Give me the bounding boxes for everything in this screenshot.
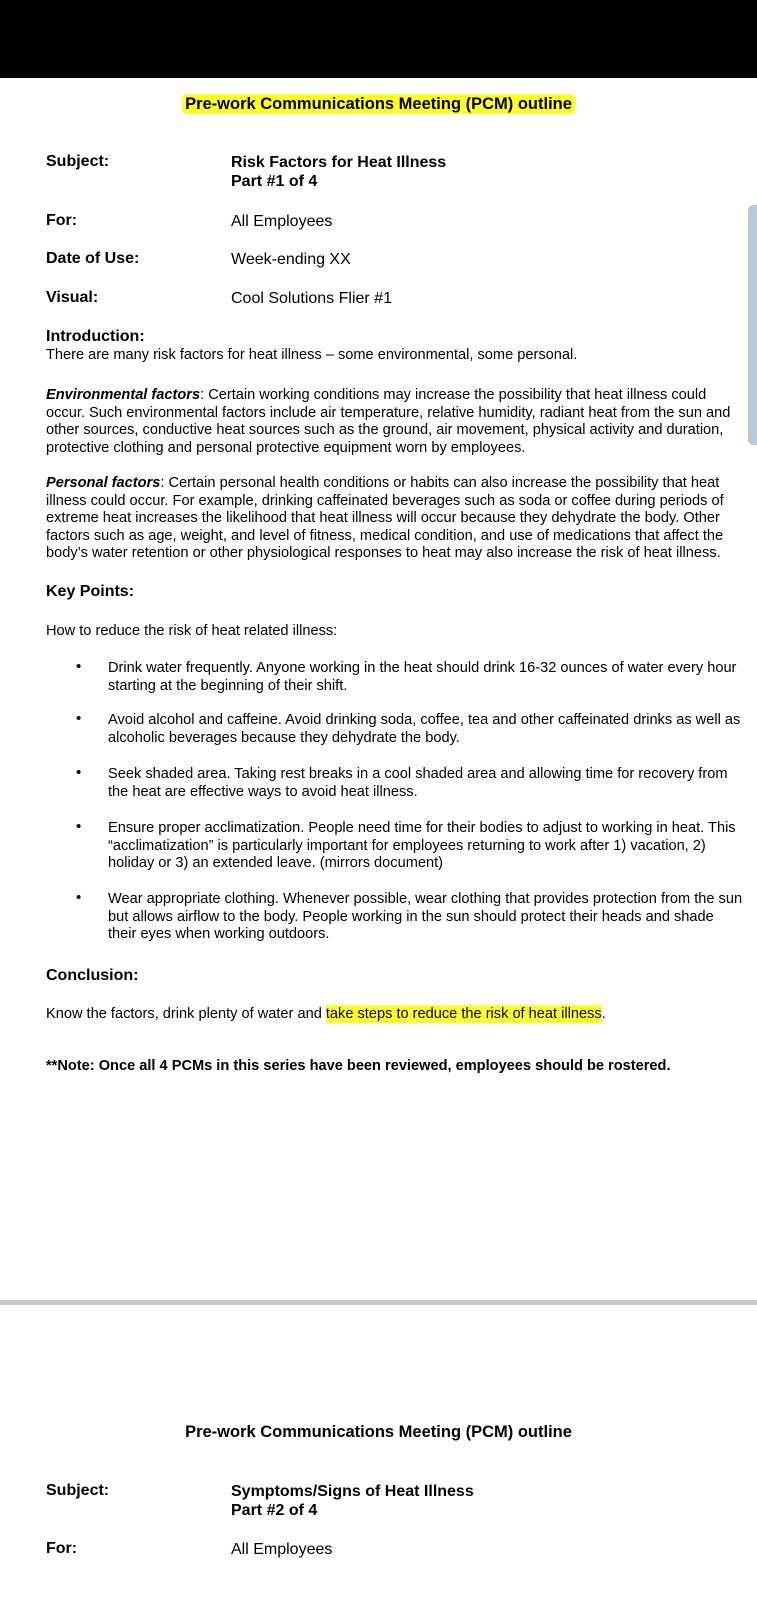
paragraph-line: : Certain working conditions may increase the possibility that heat illness could bbox=[200, 387, 707, 403]
key-points-heading: Key Points: bbox=[46, 583, 135, 600]
environmental-factors-label: Environmental factors bbox=[46, 387, 201, 403]
bullet-icon: • bbox=[76, 710, 82, 727]
list-item-line: Ensure proper acclimatization. People need time for their bodies to adjust to working in heat. This bbox=[108, 820, 736, 836]
conclusion-end: . bbox=[601, 1006, 606, 1022]
paragraph-line: : Certain personal health conditions or habits can also increase the possibility that heat bbox=[160, 475, 720, 491]
paragraph-line: factors such as age, weight, and level of fitness, medical condition, and use of medications that affect the bbox=[46, 527, 724, 544]
conclusion-plain: Know the factors, drink plenty of water and bbox=[46, 1006, 326, 1022]
page-title: Pre-work Communications Meeting (PCM) outline bbox=[185, 1423, 572, 1441]
list-item bbox=[108, 766, 757, 801]
page-title bbox=[0, 95, 757, 114]
list-item-line: the heat are effective ways to avoid heat illness. bbox=[108, 783, 418, 800]
subject-part: Part #2 of 4 bbox=[231, 1502, 318, 1519]
paragraph-line: occur. Such environmental factors include air temperature, relative humidity, radiant heat from the sun and bbox=[46, 404, 731, 421]
date-value: Week-ending XX bbox=[231, 251, 351, 268]
conclusion-highlight: take steps to reduce the risk of heat illness bbox=[325, 1006, 602, 1022]
page-title-highlight: Pre-work Communications Meeting (PCM) outline bbox=[182, 94, 575, 114]
paragraph-line: body’s water retention or other physiological responses to heat may also increase the risk of heat illness. bbox=[46, 545, 721, 562]
introduction-heading: Introduction: bbox=[46, 328, 145, 345]
subject-title: Risk Factors for Heat Illness bbox=[231, 154, 447, 171]
bullet-icon: • bbox=[76, 764, 82, 781]
paragraph-line: extreme heat increases the likelihood that heat illness will occur because they dehydrate the body. Other bbox=[46, 510, 720, 527]
list-item-line: their eyes when working outdoors. bbox=[108, 926, 330, 943]
personal-factors-paragraph bbox=[46, 475, 757, 563]
introduction-line: There are many risk factors for heat illness – some environmental, some personal. bbox=[46, 347, 578, 363]
list-item-line: Wear appropriate clothing. Whenever possible, wear clothing that provides protection from the sun bbox=[108, 891, 743, 907]
subject-label: Subject: bbox=[46, 153, 110, 170]
list-item-line: Drink water frequently. Anyone working in the heat should drink 16-32 ounces of water every hour bbox=[108, 660, 737, 676]
subject-label: Subject: bbox=[46, 1482, 110, 1499]
subject-title: Symptoms/Signs of Heat Illness bbox=[231, 1483, 474, 1500]
paragraph-line: illness could occur. For example, drinking caffeinated beverages such as soda or coffee during periods of bbox=[46, 492, 724, 509]
top-bar bbox=[0, 0, 757, 78]
page-separator bbox=[0, 1300, 757, 1305]
list-item-line: “acclimatization” is particularly important for employees returning to work after 1) vacation, 2) bbox=[108, 837, 706, 854]
list-item-line: starting at the beginning of their shift. bbox=[108, 677, 348, 694]
list-item bbox=[108, 820, 757, 873]
paragraph-line: other sources, conductive heat sources such as the ground, air movement, physical activity and duration, bbox=[46, 422, 724, 439]
list-item-line: Avoid alcohol and caffeine. Avoid drinking soda, coffee, tea and other caffeinated drinks as well as bbox=[108, 712, 741, 728]
personal-factors-label: Personal factors bbox=[46, 475, 161, 491]
subject-value bbox=[231, 153, 446, 191]
environmental-factors-paragraph bbox=[46, 387, 757, 457]
visual-value: Cool Solutions Flier #1 bbox=[231, 290, 392, 307]
subject-value bbox=[231, 1482, 474, 1520]
for-label: For: bbox=[46, 1540, 78, 1557]
bullet-icon: • bbox=[76, 658, 82, 675]
list-item-line: alcoholic beverages because they dehydrate the body. bbox=[108, 729, 460, 746]
for-value: All Employees bbox=[231, 1541, 333, 1558]
conclusion-text bbox=[46, 1006, 606, 1022]
date-label: Date of Use: bbox=[46, 250, 140, 267]
document-page-1 bbox=[0, 78, 757, 1302]
for-label: For: bbox=[46, 212, 78, 229]
for-value: All Employees bbox=[231, 213, 333, 230]
list-item bbox=[108, 660, 757, 695]
subject-part: Part #1 of 4 bbox=[231, 173, 318, 190]
document-page-2 bbox=[0, 1307, 757, 1600]
key-points-intro bbox=[46, 623, 757, 641]
list-item-line: holiday or 3) an extended leave. (mirrors document) bbox=[108, 855, 444, 872]
list-item bbox=[108, 712, 757, 747]
paragraph-line: protective clothing and personal protective equipment worn by employees. bbox=[46, 439, 526, 456]
list-item-line: but allows airflow to the body. People working in the sun should protect their heads and shade bbox=[108, 908, 714, 925]
visual-label: Visual: bbox=[46, 289, 99, 306]
introduction-text bbox=[46, 347, 757, 365]
list-item bbox=[108, 891, 757, 944]
key-points-intro-line: How to reduce the risk of heat related illness: bbox=[46, 623, 338, 639]
list-item-line: Seek shaded area. Taking rest breaks in a cool shaded area and allowing time for recovery from bbox=[108, 766, 728, 782]
conclusion-heading: Conclusion: bbox=[46, 967, 139, 984]
bullet-icon: • bbox=[76, 889, 82, 906]
bullet-icon: • bbox=[76, 818, 82, 835]
roster-note: **Note: Once all 4 PCMs in this series have been reviewed, employees should be rostered. bbox=[46, 1058, 671, 1074]
